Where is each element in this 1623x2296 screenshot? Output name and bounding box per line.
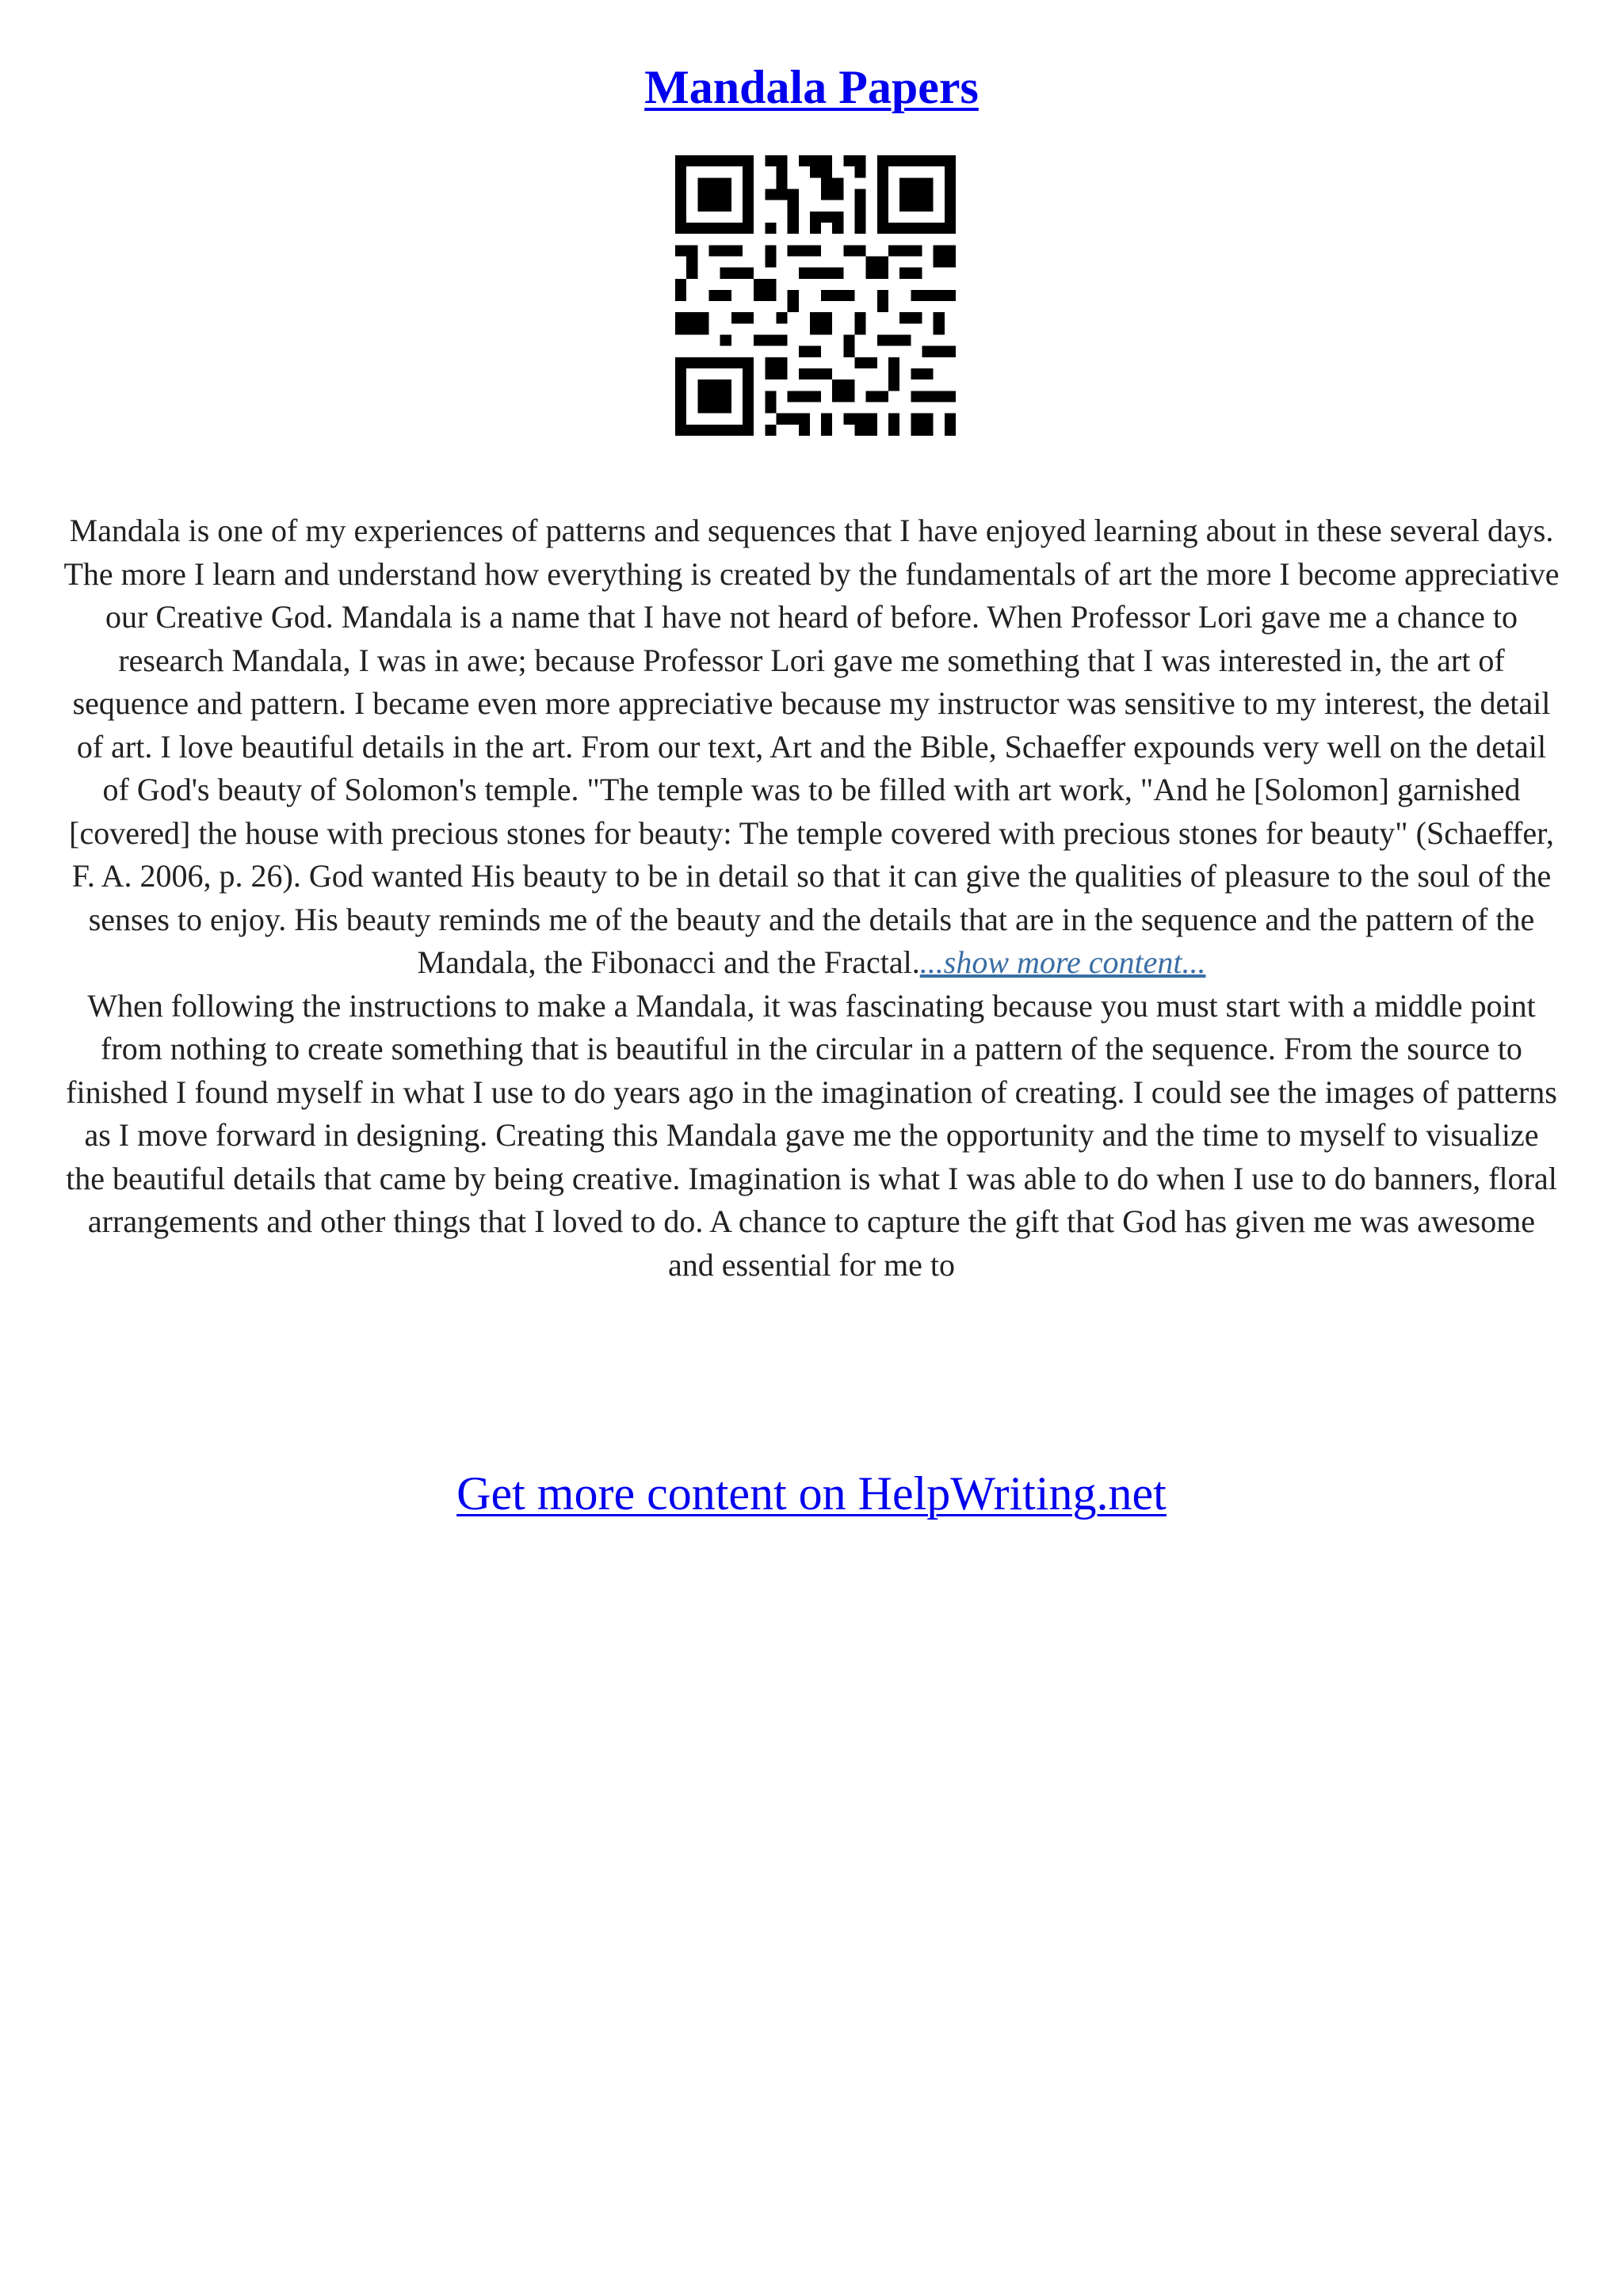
- title-link[interactable]: Mandala Papers: [644, 61, 979, 113]
- paragraph-2: When following the instructions to make a Mandala, it was fascinating because you must start with a middle point from nothing to create something that is beautiful in the circular in a pattern of the sequence. From the source to finished I found myself in what I use to do years ago in the imagination of creating. I could see the images of patterns as I move forward in designing. Creating this Mandala gave me the opportunity and the time to myself to visualize the beautiful details that came by being creative. Imagination is what I was able to do when I use to do banners, floral arrangements and other things that I loved to do. A chance to capture the gift that God has given me was awesome and essential for me to: [66, 987, 1557, 1283]
- paragraph-1: [63, 509, 1560, 985]
- qr-code-icon: [675, 155, 956, 436]
- show-more-link[interactable]: ...show more content...: [919, 944, 1206, 980]
- paragraph-1-text: Mandala is one of my experiences of patterns and sequences that I have enjoyed learning about in these several days. The more I learn and understand how everything is created by the fundamentals of art the more I become appreciative our Creative God. Mandala is a name that I have not heard of before. When Professor Lori gave me a chance to research Mandala, I was in awe; because Professor Lori gave me something that I was interested in, the art of sequence and pattern. I became even more appreciative because my instructor was sensitive to my interest, the detail of art. I love beautiful details in the art. From our text, Art and the Bible, Schaeffer expounds very well on the detail of God's beauty of Solomon's temple. "The temple was to be filled with art work, "And he [Solomon] garnished [covered] the house with precious stones for beauty: The temple covered with precious stones for beauty" (Schaeffer, F. A. 2006, p. 26). God wanted His beauty to be in detail so that it can give the qualities of pleasure to the soul of the senses to enjoy. His beauty reminds me of the beauty and the details that are in the sequence and the pattern of the Mandala, the Fibonacci and the Fractal.: [63, 513, 1560, 980]
- article-body: [63, 509, 1560, 1287]
- get-more-content-link[interactable]: Get more content on HelpWriting.net: [456, 1467, 1167, 1520]
- page-title: [0, 55, 1623, 119]
- cta-container: [0, 1462, 1623, 1525]
